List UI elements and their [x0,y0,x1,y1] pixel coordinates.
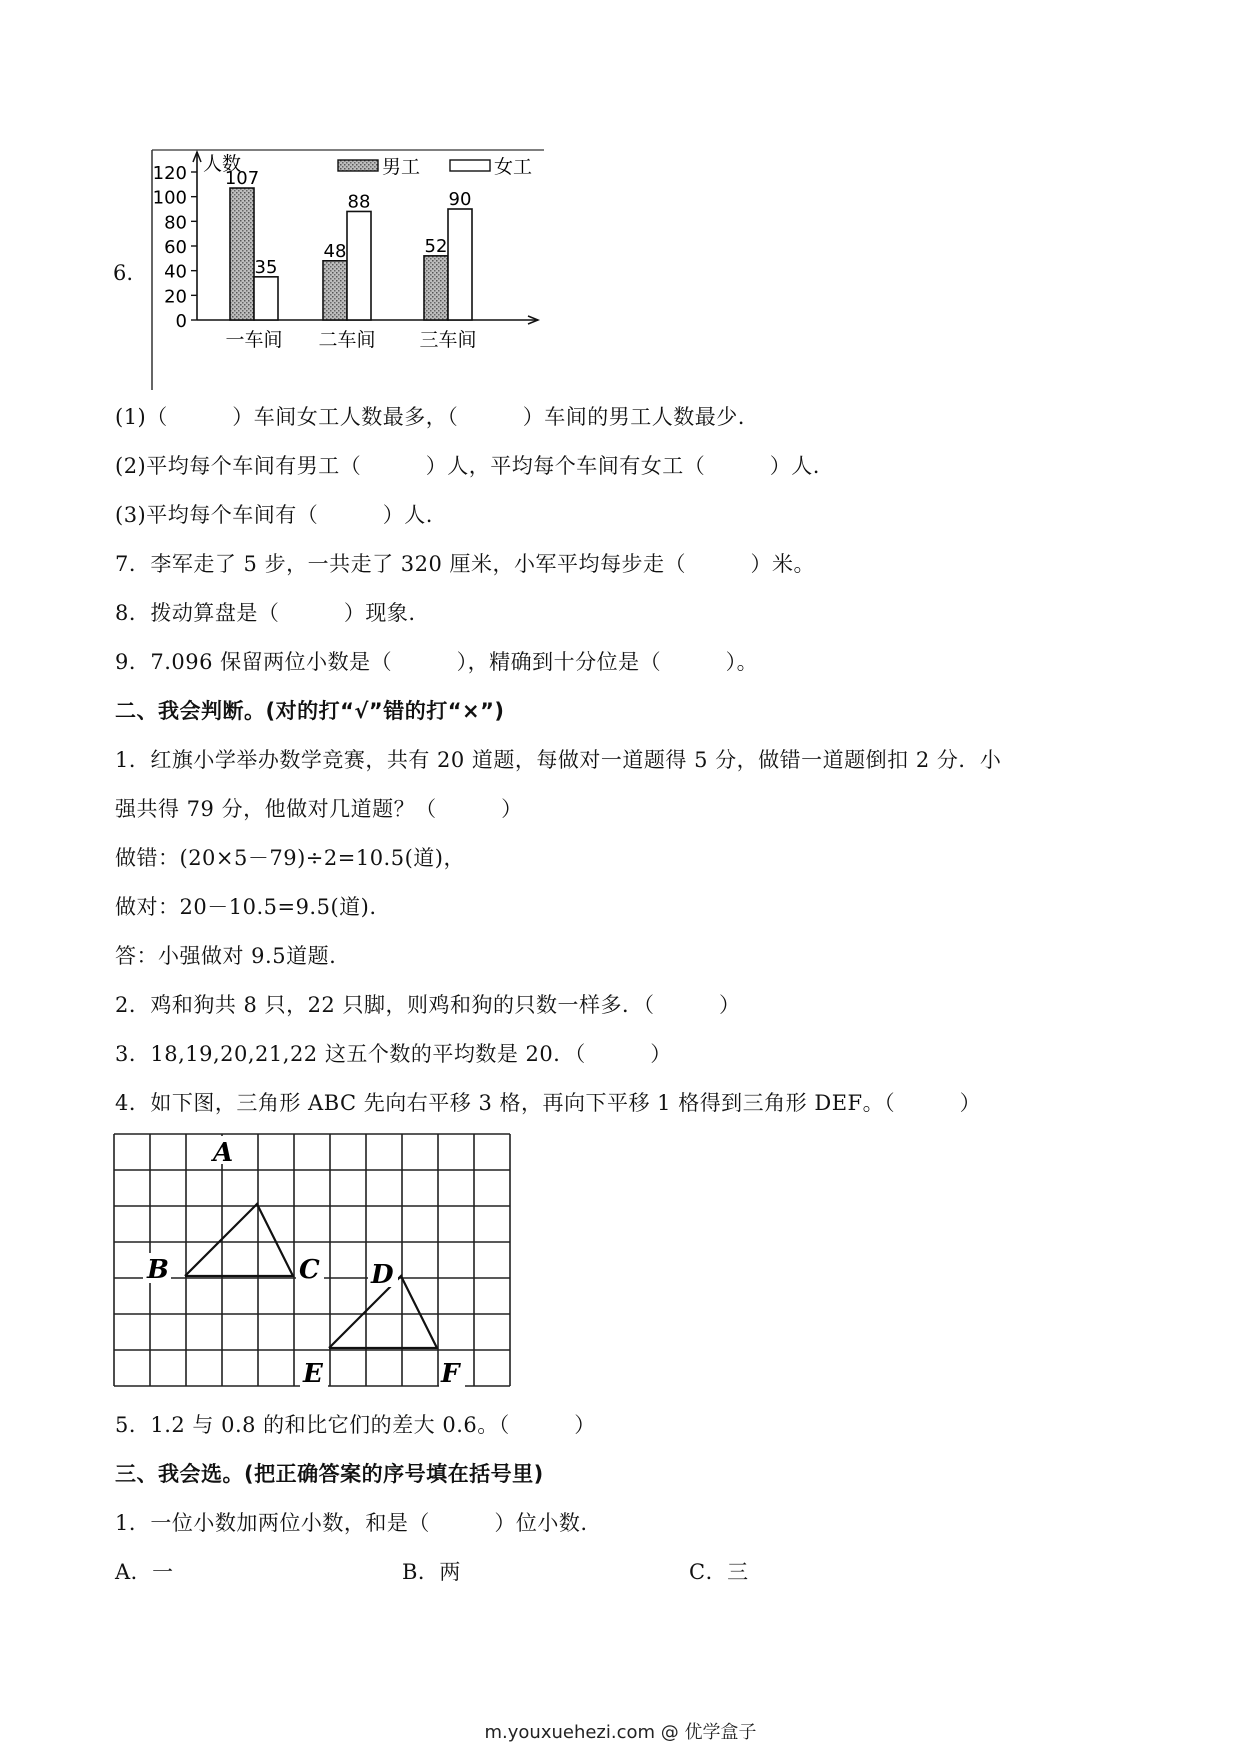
label-c: C [299,1255,320,1285]
y-tick-label: 100 [152,187,187,209]
legend-label-male: 男工 [382,156,421,178]
y-tick-label: 40 [164,261,187,283]
y-tick-label: 80 [164,212,187,234]
judge-1-answer: 答：小强做对 9.5道题. [115,944,337,968]
judge-4: 4．如下图，三角形 ABC 先向右平移 3 格，再向下平移 1 格得到三角形 DEF。（ ） [115,1091,982,1115]
bar-female [347,211,371,320]
bar-male [424,256,448,320]
choice-1-option-a: A．一 [115,1560,174,1584]
footer-watermark: m.youxuehezi.com @ 优学盒子 [484,1722,757,1743]
bar-value-label: 88 [347,191,371,213]
judge-3: 3．18,19,20,21,22 这五个数的平均数是 20．（ ） [115,1042,672,1066]
bar-female [254,277,278,320]
y-tick-label: 20 [164,286,187,308]
question-6-2: (2)平均每个车间有男工（ ）人，平均每个车间有女工（ ）人. [115,454,820,478]
question-9: 9．7.096 保留两位小数是（ ），精确到十分位是（ ）。 [115,650,759,674]
judge-5: 5．1.2 与 0.8 的和比它们的差大 0.6。（ ） [115,1413,596,1437]
y-axis-label: 人数 [203,153,242,175]
translation-grid-figure [113,1133,511,1389]
workshop-bar-chart [148,148,544,390]
label-d: D [371,1260,394,1290]
bar-value-label: 107 [224,168,260,190]
judge-1-work-wrong: 做错：(20×5－79)÷2=10.5(道)， [115,846,465,870]
judge-1-work-right: 做对：20－10.5=9.5(道). [115,895,377,919]
label-e: E [303,1359,323,1389]
bar-female [448,209,472,320]
choice-1-option-c: C．三 [689,1560,749,1584]
choice-1: 1．一位小数加两位小数，和是（ ）位小数. [115,1511,588,1535]
question-6-3: (3)平均每个车间有（ ）人. [115,503,433,527]
label-a: A [213,1138,234,1168]
bar-value-label: 90 [448,189,472,210]
triangle-abc [185,1204,293,1276]
bar-male [323,261,347,320]
question-6-number: 6. [113,261,134,285]
category-label: 二车间 [318,329,376,351]
question-8: 8．拨动算盘是（ ）现象. [115,601,416,625]
y-tick-label: 0 [175,311,187,332]
judge-2: 2．鸡和狗共 8 只，22 只脚，则鸡和狗的只数一样多．（ ） [115,993,741,1017]
question-6-1: (1)（ ）车间女工人数最多，（ ）车间的男工人数最少. [115,405,745,429]
section-2-title: 二、我会判断。(对的打“√”错的打“×”) [115,699,505,723]
label-f: F [441,1359,460,1389]
section-3-title: 三、我会选。(把正确答案的序号填在括号里) [115,1462,544,1486]
bar-value-label: 35 [254,256,278,278]
label-b: B [147,1255,169,1285]
legend-label-female: 女工 [494,156,533,178]
bar-value-label: 48 [323,240,347,262]
category-label: 三车间 [419,329,477,351]
legend-swatch-female [450,160,490,171]
bar-male [230,188,254,320]
judge-1-line-2: 强共得 79 分，他做对几道题？（ ） [115,797,523,821]
bar-value-label: 52 [424,235,448,257]
legend-swatch-male [338,160,378,171]
judge-1-line-1: 1．红旗小学举办数学竞赛，共有 20 道题，每做对一道题得 5 分，做错一道题倒扣 2 分．小 [115,748,1002,772]
question-7: 7．李军走了 5 步，一共走了 320 厘米，小军平均每步走（ ）米。 [115,552,816,576]
y-tick-label: 120 [152,163,187,184]
y-tick-label: 60 [164,237,187,258]
choice-1-option-b: B．两 [402,1560,461,1584]
category-label: 一车间 [225,329,283,351]
